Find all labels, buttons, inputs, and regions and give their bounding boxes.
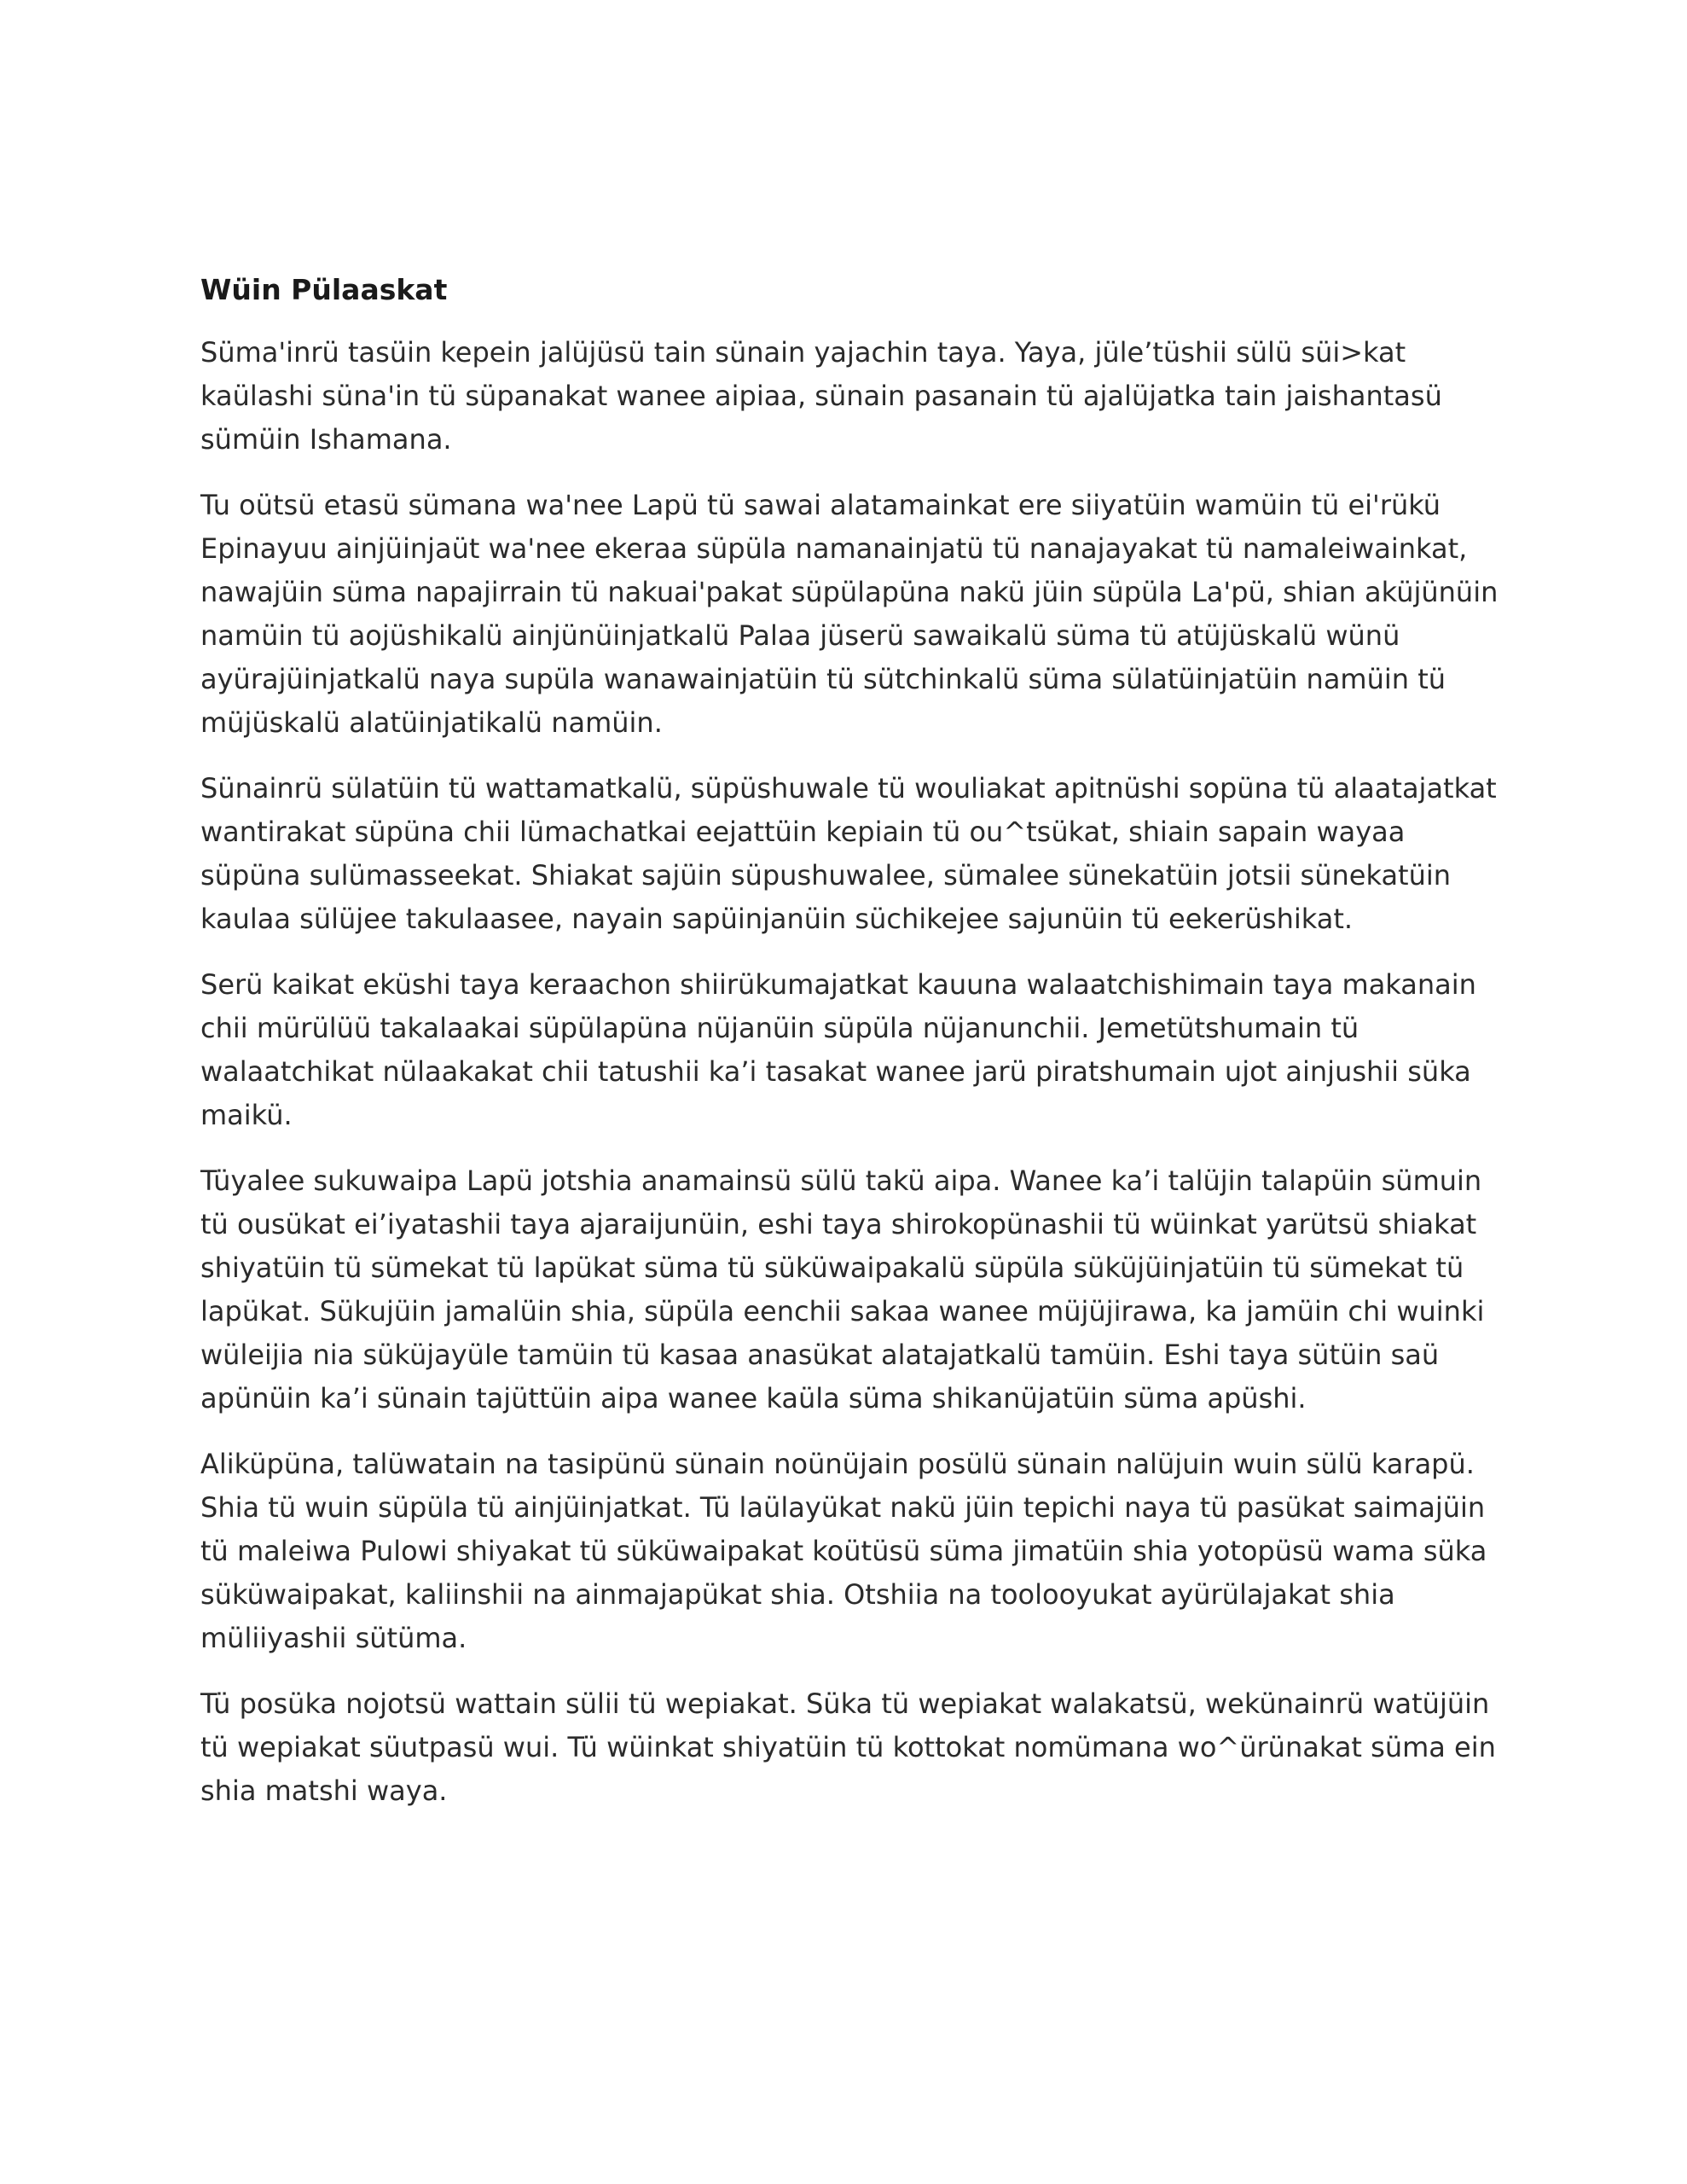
document-title: Wüin Pülaaskat [200, 273, 448, 306]
document-body [200, 271, 1510, 1835]
paragraph-1: Süma'inrü tasüin kepein jalüjüsü tain sünain yajachin taya. Yaya, jüle’tüshii sülü süi>kat kaülashi süna'in tü süpanakat wanee aipiaa, sünain pasanain tü ajalüjatka tain jaishantasü sümüin Ishamana. [200, 336, 1442, 456]
paragraph-6: Aliküpüna, talüwatain na tasipünü sünain noünüjain posülü sünain nalüjuin wuin sülü karapü. Shia tü wuin süpüla tü ainjüinjatkat. Tü laülayükat nakü jüin tepichi naya tü pasükat saimajüin tü maleiwa Pulowi shiyakat tü süküwaipakat koütüsü süma jimatüin shia yotopüsü wama süka süküwaipakat, kaliinshii na ainmajapükat shia. Otshiia na toolooyukat ayürülajakat shia müliiyashii sütüma. [200, 1448, 1487, 1654]
paragraph-2: Tu oütsü etasü sümana wa'nee Lapü tü sawai alatamainkat ere siiyatüin wamüin tü ei'rükü Epinayuu ainjüinjaüt wa'nee ekeraa süpüla namanainjatü tü nanajayakat tü namaleiwainkat, nawajüin süma napajirrain tü nakuai'pakat süpülapüna nakü jüin süpüla La'pü, shian aküjünüin namüin tü aojüshikalü ainjünüinjatkalü Palaa jüserü sawaikalü süma tü atüjüskalü wünü ayürajüinjatkalü naya supüla wanawainjatüin tü sütchinkalü süma sülatüinjatüin namüin tü müjüskalü alatüinjatikalü namüin. [200, 489, 1499, 739]
paragraph-5: Tüyalee sukuwaipa Lapü jotshia anamainsü sülü takü aipa. Wanee ka’i talüjin talapüin sümuin tü ousükat ei’iyatashii taya ajaraijunüin, eshi taya shirokopünashii tü wüinkat yarütsü shiakat shiyatüin tü sümekat tü lapükat süma tü süküwaipakalü süpüla süküjüinjatüin tü sümekat tü lapükat. Sükujüin jamalüin shia, süpüla eenchii sakaa wanee müjüjirawa, ka jamüin chi wuinki wüleijia nia süküjayüle tamüin tü kasaa anasükat alatajatkalü tamüin. Eshi taya sütüin saü apünüin ka’i sünain tajüttüin aipa wanee kaüla süma shikanüjatüin süma apüshi. [200, 1165, 1485, 1414]
paragraph-7: Tü posüka nojotsü wattain sülii tü wepiakat. Süka tü wepiakat walakatsü, wekünainrü watüjüin tü wepiakat süutpasü wui. Tü wüinkat shiyatüin tü kottokat nomümana wo^ürünakat süma ein shia matshi waya. [200, 1687, 1496, 1807]
paragraph-4: Serü kaikat eküshi taya keraachon shiirükumajatkat kauuna walaatchishimain taya makanain chii mürülüü takalaakai süpülapüna nüjanüin süpüla nüjanunchii. Jemetütshumain tü walaatchikat nülaakakat chii tatushii ka’i tasakat wanee jarü piratshumain ujot ainjushii süka maikü. [200, 968, 1476, 1131]
paragraph-3: Sünainrü sülatüin tü wattamatkalü, süpüshuwale tü wouliakat apitnüshi sopüna tü alaatajatkat wantirakat süpüna chii lümachatkai eejattüin kepiain tü ou^tsükat, shiain sapain wayaa süpüna sulümasseekat. Shiakat sajüin süpushuwalee, sümalee sünekatüin jotsii sünekatüin kaulaa sülüjee takulaasee, nayain sapüinjanüin süchikejee sajunüin tü eekerüshikat. [200, 772, 1497, 935]
